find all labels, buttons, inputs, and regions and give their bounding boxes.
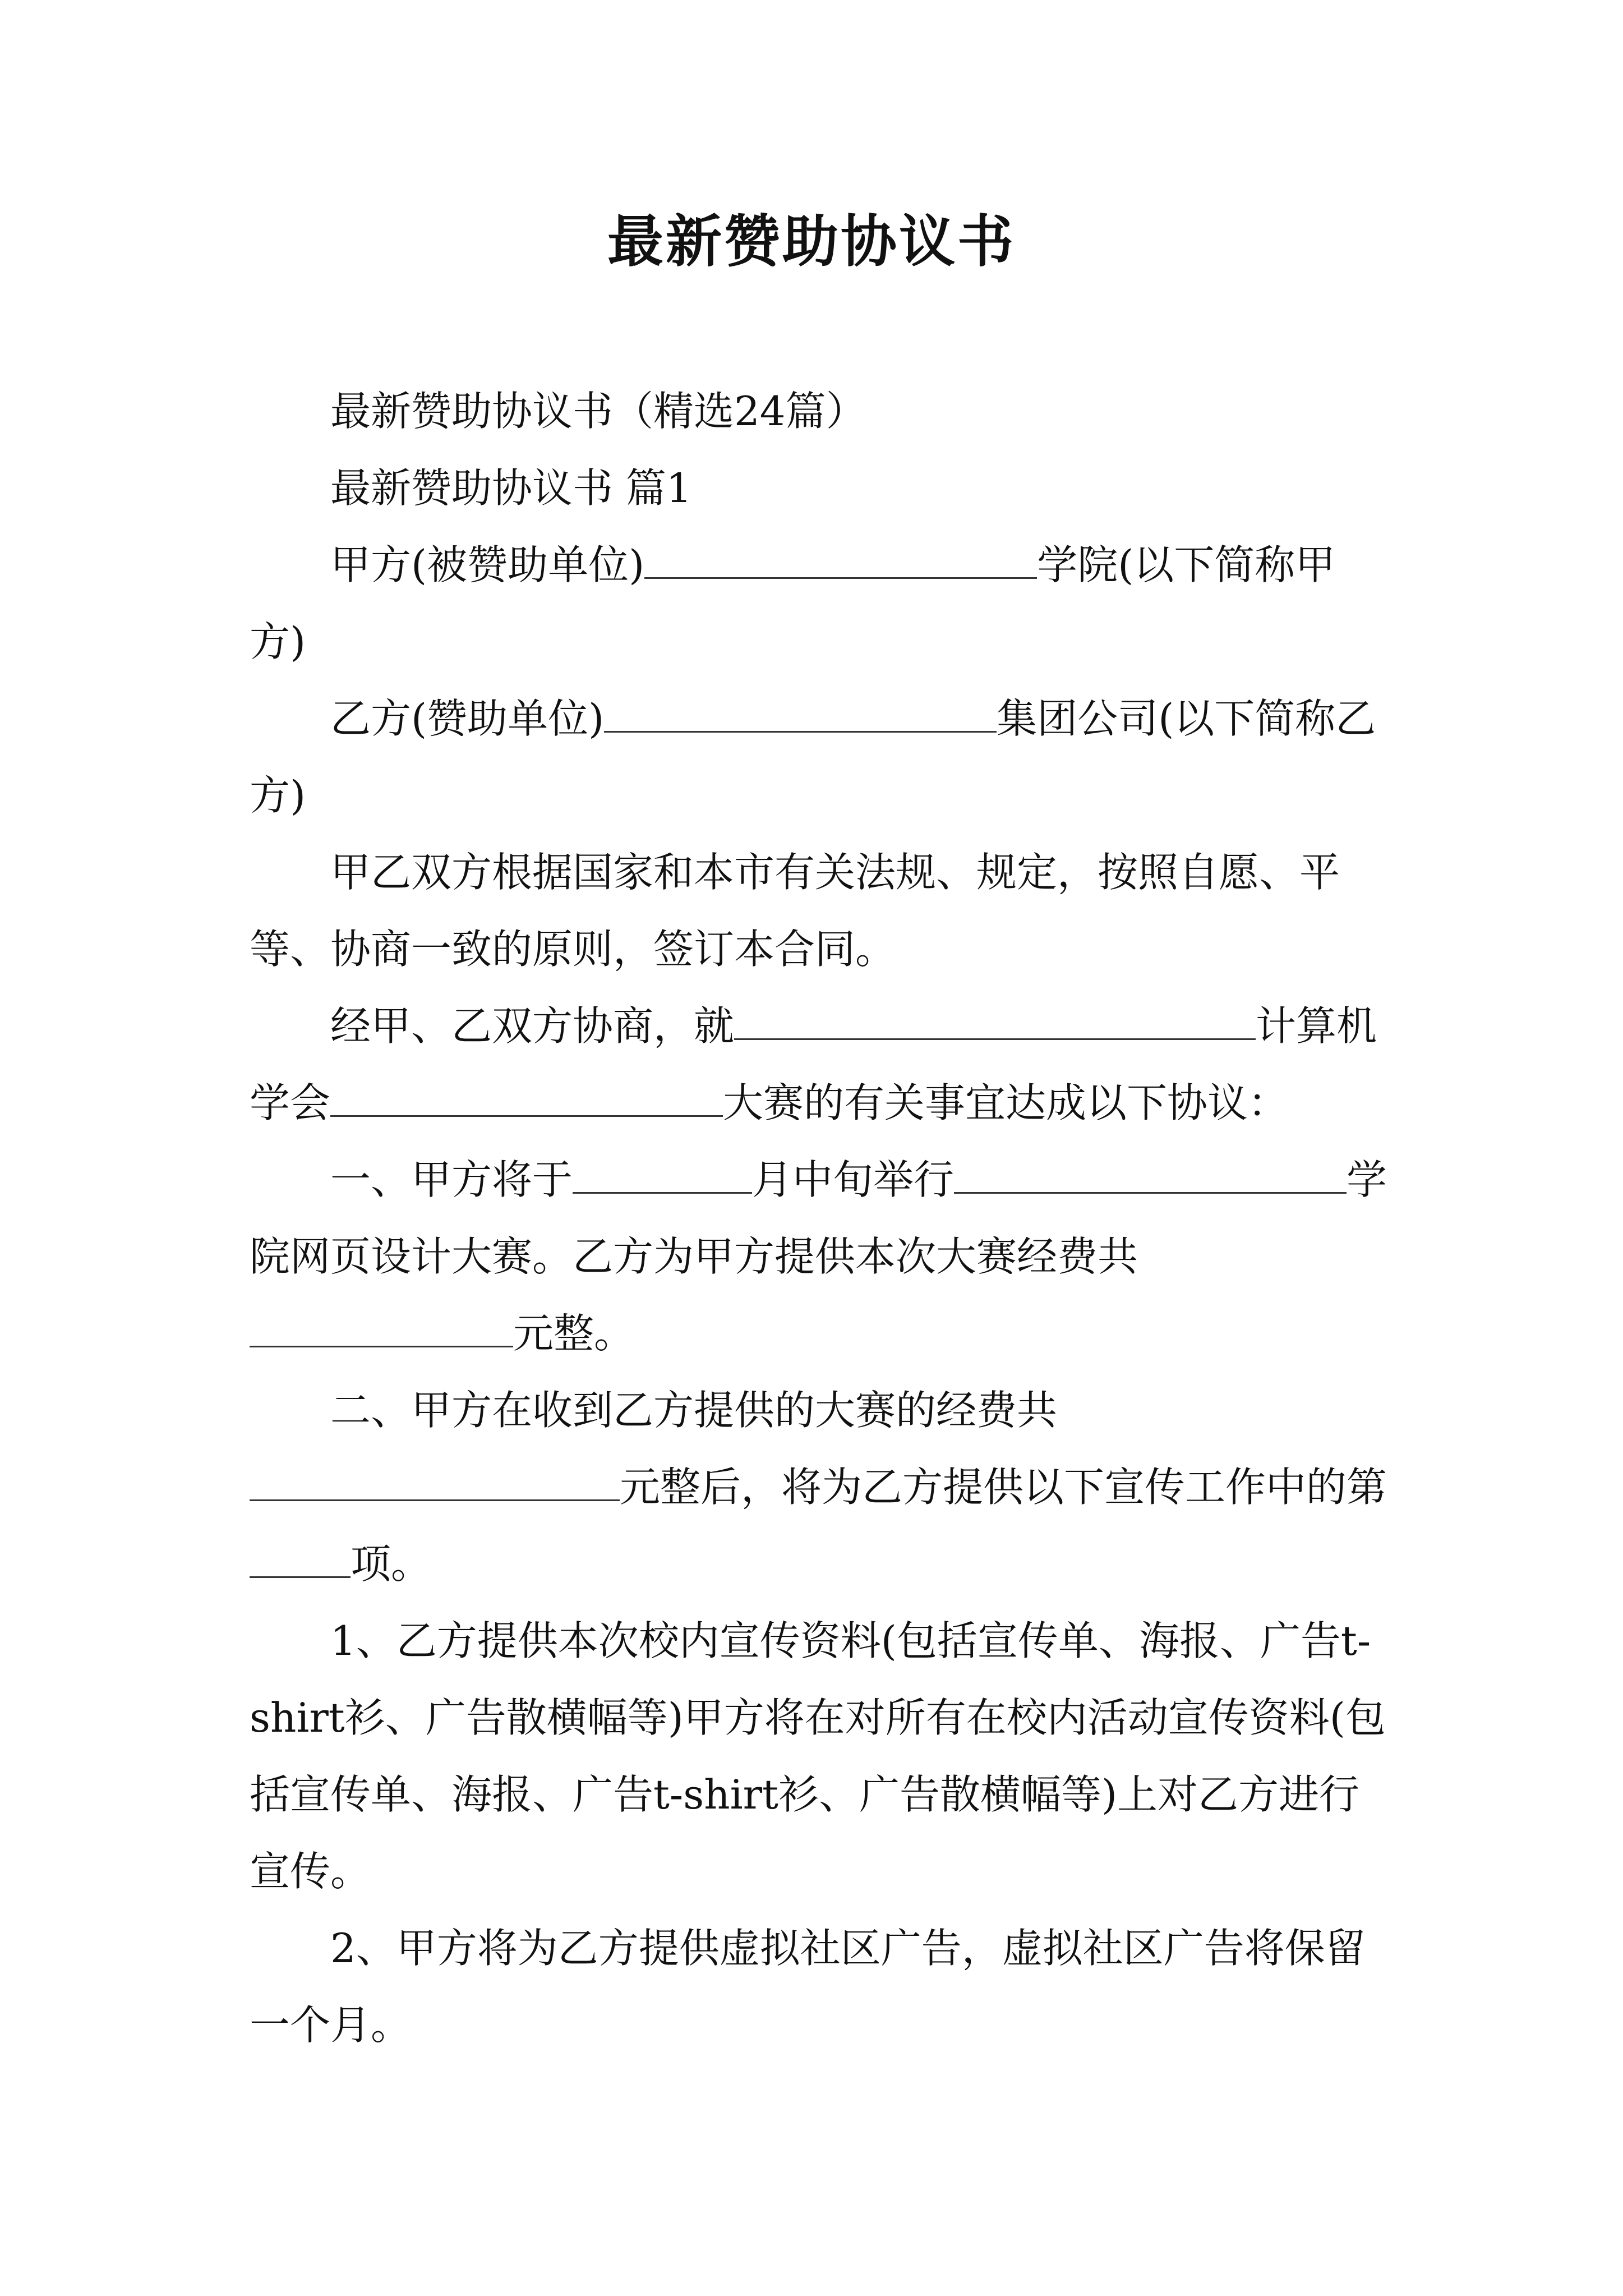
clause-one-part2: 月中旬举行 [752, 1156, 955, 1203]
agreement-intro-paragraph [250, 988, 1388, 1142]
clause-one-part4: 元整。 [513, 1310, 635, 1357]
clause-one-part1: 一、甲方将于 [330, 1156, 573, 1203]
principle-paragraph: 甲乙双方根据国家和本市有关法规、规定，按照自愿、平等、协商一致的原则，签订本合同。 [250, 849, 1340, 973]
contest-name-blank [330, 1077, 723, 1117]
event-name-blank [734, 1000, 1256, 1040]
party-a-paragraph [250, 527, 1388, 680]
month-blank [573, 1154, 752, 1194]
college-blank [954, 1154, 1347, 1194]
party-b-suffix: 集团公司(以下简称乙方) [250, 695, 1376, 819]
clause-one-paragraph [250, 1142, 1388, 1372]
clause-one-part3: 学院网页设计大赛。乙方为甲方提供本次大赛经费共 [250, 1156, 1387, 1280]
party-a-suffix: 学院(以下简称甲方) [250, 541, 1336, 665]
clause-two-paragraph [250, 1372, 1388, 1603]
clause-two-part3: 项。 [351, 1540, 432, 1588]
section-heading: 最新赞助协议书 篇1 [330, 464, 692, 512]
agreement-intro-part3: 大赛的有关事宜达成以下协议： [723, 1079, 1289, 1126]
agreement-intro-part2: 计算机学会 [250, 1002, 1377, 1126]
document-title: 最新赞助协议书 [607, 208, 1016, 274]
item-1-paragraph: 1、乙方提供本次校内宣传资料(包括宣传单、海报、广告t-shirt衫、广告散横幅等)甲方将在对所有在校内活动宣传资料(包括宣传单、海报、广告t-shirt衫、广告散横幅等)上对乙方进行宣传。 [250, 1617, 1386, 1895]
party-b-label: 乙方(赞助单位) [330, 695, 605, 742]
party-a-label: 甲方(被赞助单位) [330, 541, 645, 588]
subtitle: 最新赞助协议书（精选24篇） [330, 388, 866, 435]
party-a-blank [644, 539, 1037, 579]
received-amount-blank [250, 1461, 620, 1501]
agreement-intro-part1: 经甲、乙双方协商，就 [330, 1002, 735, 1050]
party-b-paragraph [250, 680, 1388, 834]
document-body [250, 373, 1388, 2064]
party-b-blank [604, 693, 997, 733]
clause-two-part2: 元整后，将为乙方提供以下宣传工作中的第 [620, 1464, 1387, 1511]
item-2-paragraph: 2、甲方将为乙方提供虚拟社区广告，虚拟社区广告将保留一个月。 [250, 1925, 1366, 2049]
clause-two-part1: 二、甲方在收到乙方提供的大赛的经费共 [330, 1387, 1058, 1434]
funding-amount-blank [250, 1308, 513, 1347]
item-number-blank [250, 1538, 351, 1578]
